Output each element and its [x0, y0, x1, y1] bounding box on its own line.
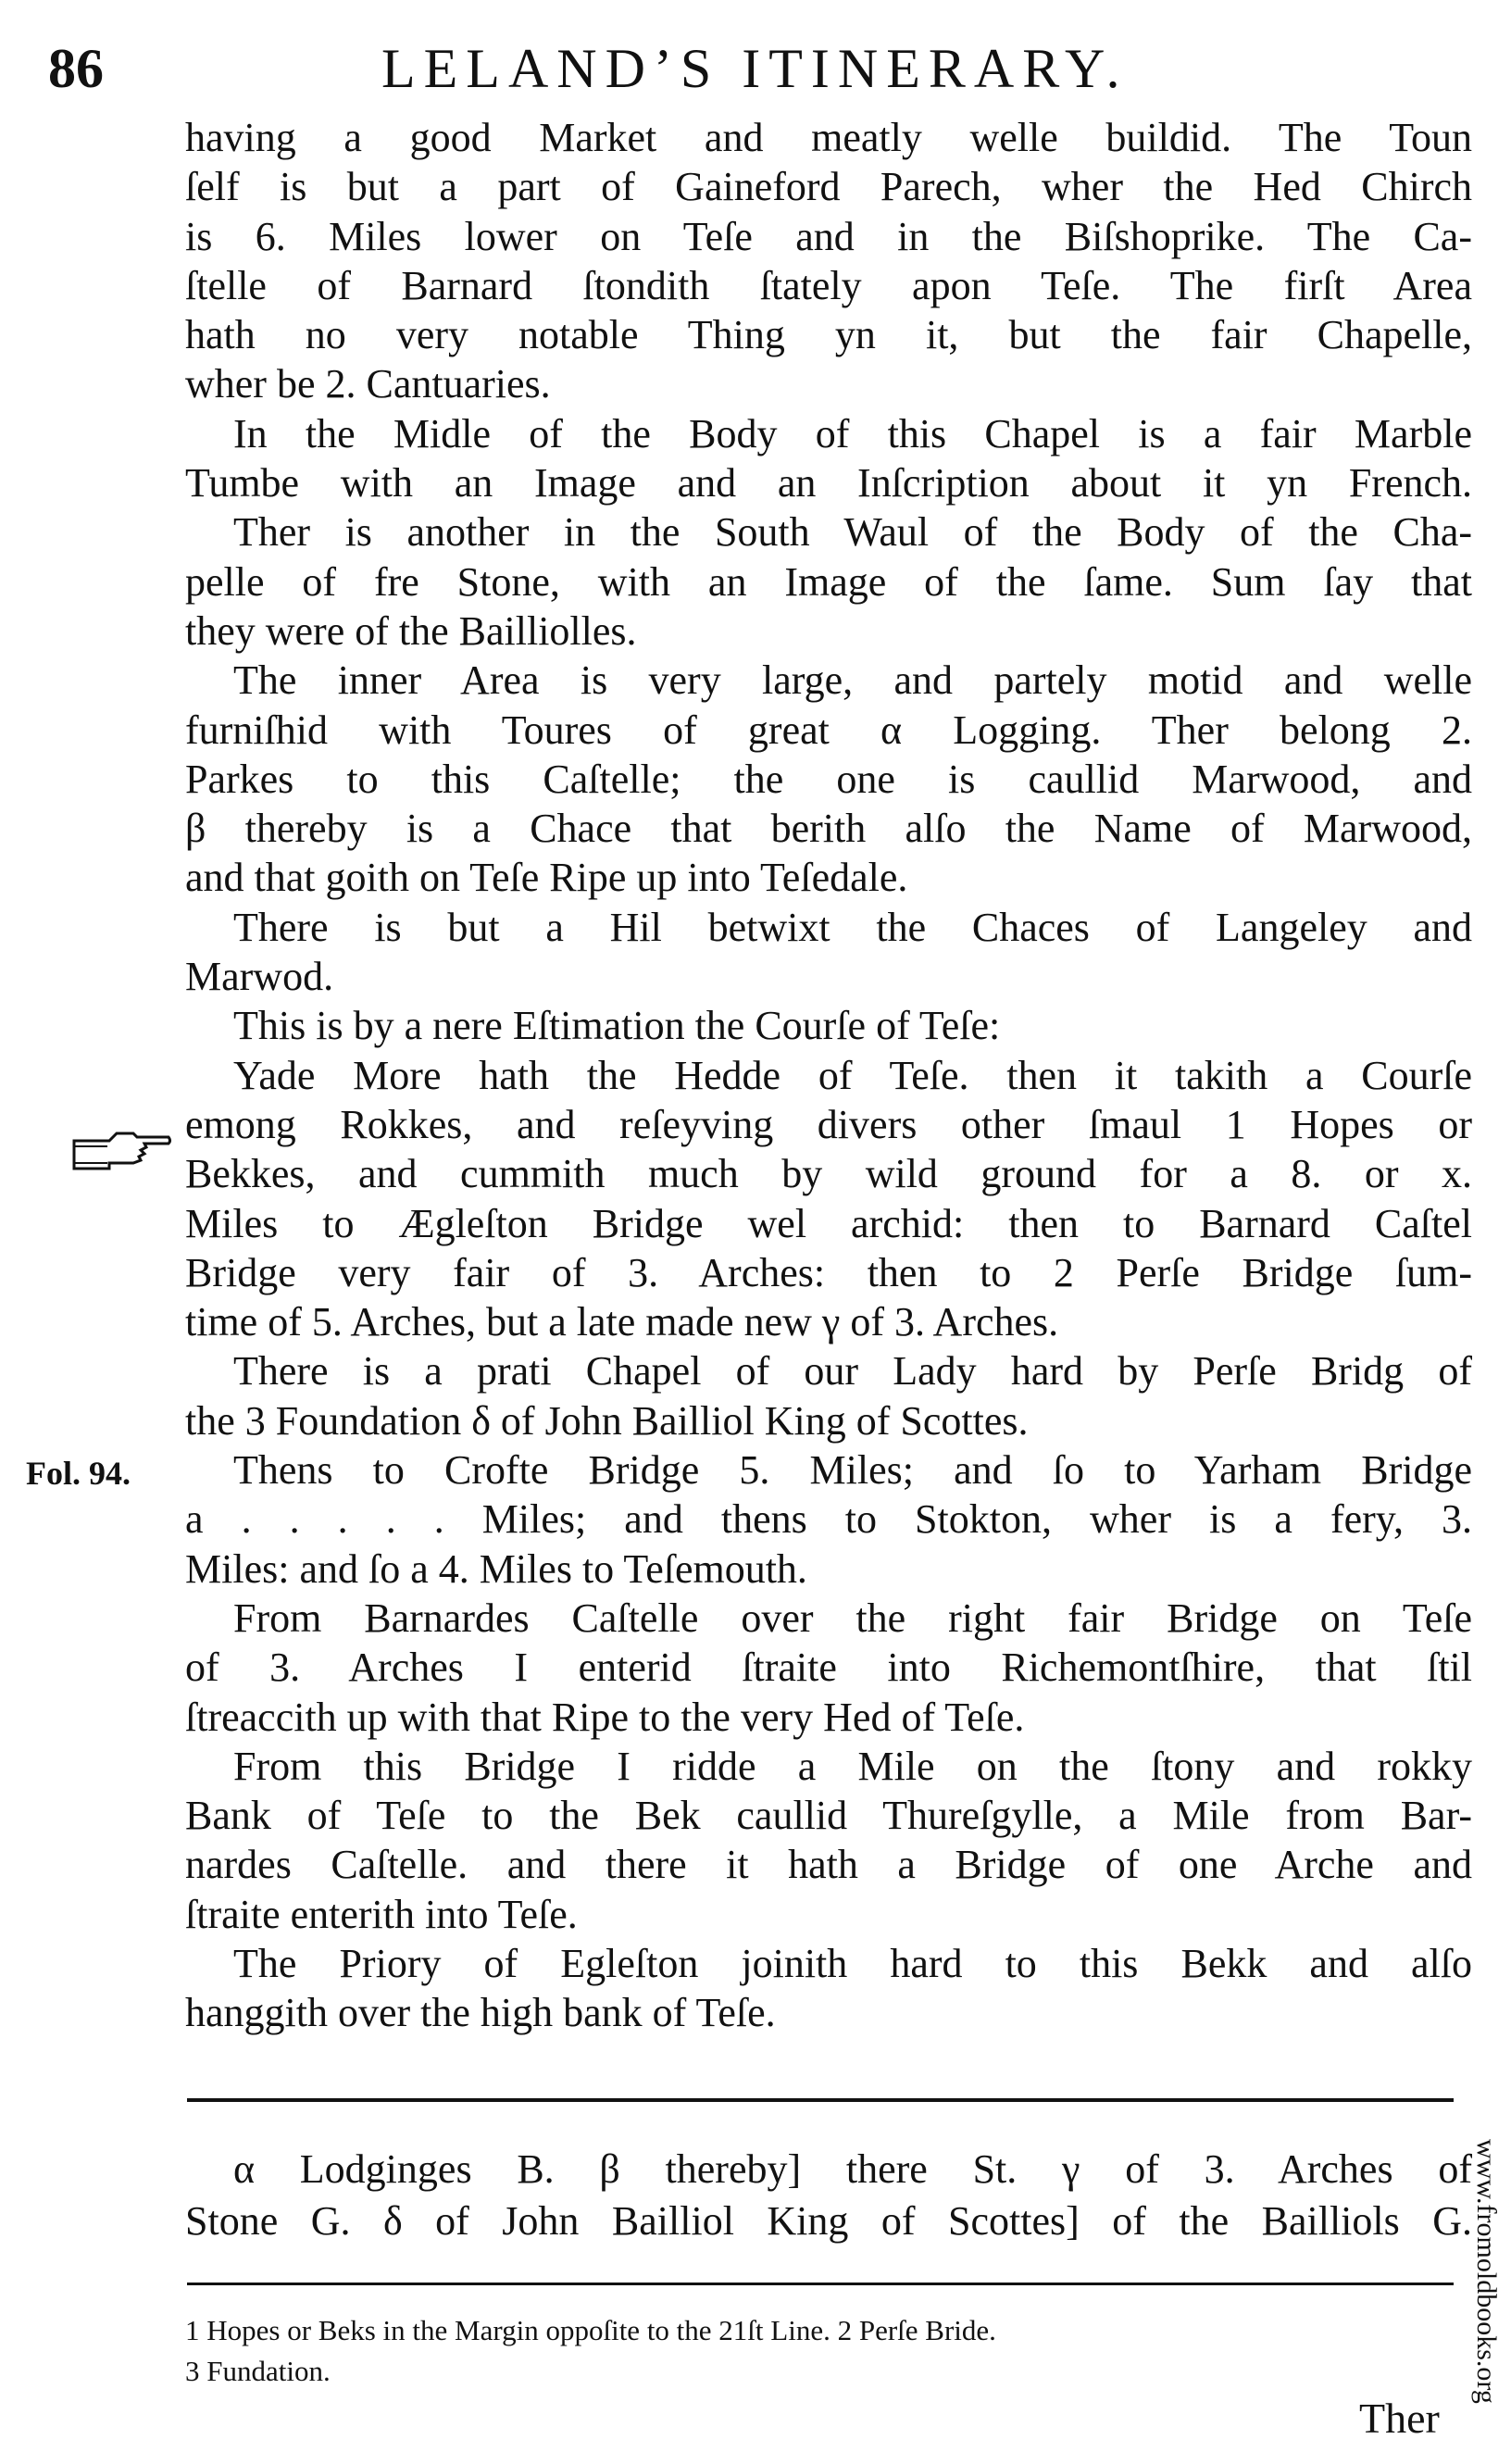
text-line: Marwod. [185, 954, 334, 1000]
text-line: a . . . . . Miles; and thens to Stokton, wher is a fery, 3. [185, 1496, 1472, 1543]
text-line: ſtraite enterith into Teſe. [185, 1891, 578, 1937]
text-line: ſtelle of Barnard ſtondith ſtately apon Teſe. The firſt Area [185, 262, 1472, 308]
text-line: Yade More hath the Hedde of Teſe. then it takith a Courſe [233, 1052, 1472, 1098]
watermark-text: www.fromoldbooks.org [1471, 2139, 1502, 2404]
text-line: ſelf is but a part of Gaineford Parech, wher the Hed Chirch [185, 164, 1472, 210]
text-line: time of 5. Arches, but a late made new γ of 3. Arches. [185, 1299, 1059, 1345]
text-line: There is a prati Chapel of our Lady hard by Perſe Bridg of [233, 1348, 1472, 1395]
margin-folio-note: Fol. 94. [26, 1455, 131, 1492]
text-line: the 3 Foundation δ of John Bailliol King of Scottes. [185, 1397, 1029, 1444]
text-line: of 3. Arches I enterid ſtraite into Richemontſhire, that ſtil [185, 1645, 1472, 1691]
text-line: hanggith over the high bank of Teſe. [185, 1990, 776, 2036]
text-line: Bekkes, and cummith much by wild ground for a 8. or x. [185, 1151, 1472, 1197]
main-text [185, 113, 1472, 2038]
text-line: they were of the Bailliolles. [185, 607, 637, 654]
text-line: Bridge very fair of 3. Arches: then to 2 Perſe Bridge ſum- [185, 1249, 1472, 1295]
text-line: pelle of fre Stone, with an Image of the ſame. Sum ſay that [185, 558, 1472, 605]
text-line: Thens to Crofte Bridge 5. Miles; and ſo to Yarham Bridge [233, 1447, 1472, 1494]
rule-bottom [187, 2283, 1454, 2285]
text-line: Tumbe with an Image and an Inſcription about it yn French. [185, 460, 1472, 507]
page-header [48, 37, 1474, 111]
text-line: ſtreaccith up with that Ripe to the very Hed of Teſe. [185, 1694, 1025, 1740]
running-head: LELAND’S ITINERARY. [381, 38, 1129, 99]
text-line: The Priory of Egleſton joinith hard to this Bekk and alſo [233, 1940, 1472, 1986]
footnotes [185, 2310, 1454, 2392]
text-line: Bank of Teſe to the Bek caullid Thureſgylle, a Mile from Bar- [185, 1793, 1472, 1839]
footnote-line: 1 Hopes or Beks in the Margin oppoſite to the 21ſt Line. 2 Perſe Bride. [185, 2314, 996, 2346]
text-line: Miles to Ægleſton Bridge wel archid: then to Barnard Caſtel [185, 1200, 1472, 1246]
footnote-line: 3 Fundation. [185, 2355, 331, 2387]
variant-note-line: Stone G. δ of John Bailliol King of Scottes] of the Bailliols G. [185, 2198, 1472, 2244]
text-line: The inner Area is very large, and partely motid and welle [233, 657, 1472, 704]
text-line: Ther is another in the South Waul of the Body of the Cha- [233, 509, 1472, 556]
variant-note-line: α Lodginges B. β thereby] there St. γ of 3. Arches of [233, 2146, 1472, 2192]
text-line: There is but a Hil betwixt the Chaces of Langeley and [233, 904, 1472, 950]
text-line: Parkes to this Caſtelle; the one is caullid Marwood, and [185, 756, 1472, 802]
manicule-icon [72, 1122, 172, 1174]
catchword: Ther [1359, 2395, 1440, 2442]
variant-notes [185, 2144, 1472, 2247]
text-line: This is by a nere Eſtimation the Courſe of Teſe: [233, 1003, 1001, 1049]
text-line: wher be 2. Cantuaries. [185, 361, 551, 407]
text-line: In the Midle of the Body of this Chapel is a fair Marble [233, 410, 1472, 457]
rule-top [187, 2098, 1454, 2102]
text-line: From Barnardes Caſtelle over the right fair Bridge on Teſe [233, 1595, 1472, 1641]
text-line: Miles: and ſo a 4. Miles to Teſemouth. [185, 1545, 807, 1592]
text-line: emong Rokkes, and reſeyving divers other ſmaul 1 Hopes or [185, 1101, 1472, 1147]
text-line: From this Bridge I ridde a Mile on the ſtony and rokky [233, 1743, 1472, 1789]
text-line: and that goith on Teſe Ripe up into Teſedale. [185, 855, 908, 901]
text-line: having a good Market and meatly welle buildid. The Toun [185, 115, 1472, 160]
text-line: is 6. Miles lower on Teſe and in the Biſshoprike. The Ca- [185, 213, 1472, 259]
text-line: nardes Caſtelle. and there it hath a Bridge of one Arche and [185, 1842, 1472, 1888]
text-line: hath no very notable Thing yn it, but the fair Chapelle, [185, 312, 1472, 358]
text-line: furniſhid with Toures of great α Logging. Ther belong 2. [185, 707, 1472, 753]
text-line: β thereby is a Chace that berith alſo the Name of Marwood, [185, 806, 1472, 852]
page-number: 86 [48, 38, 104, 99]
watermark [1470, 2139, 1507, 2454]
